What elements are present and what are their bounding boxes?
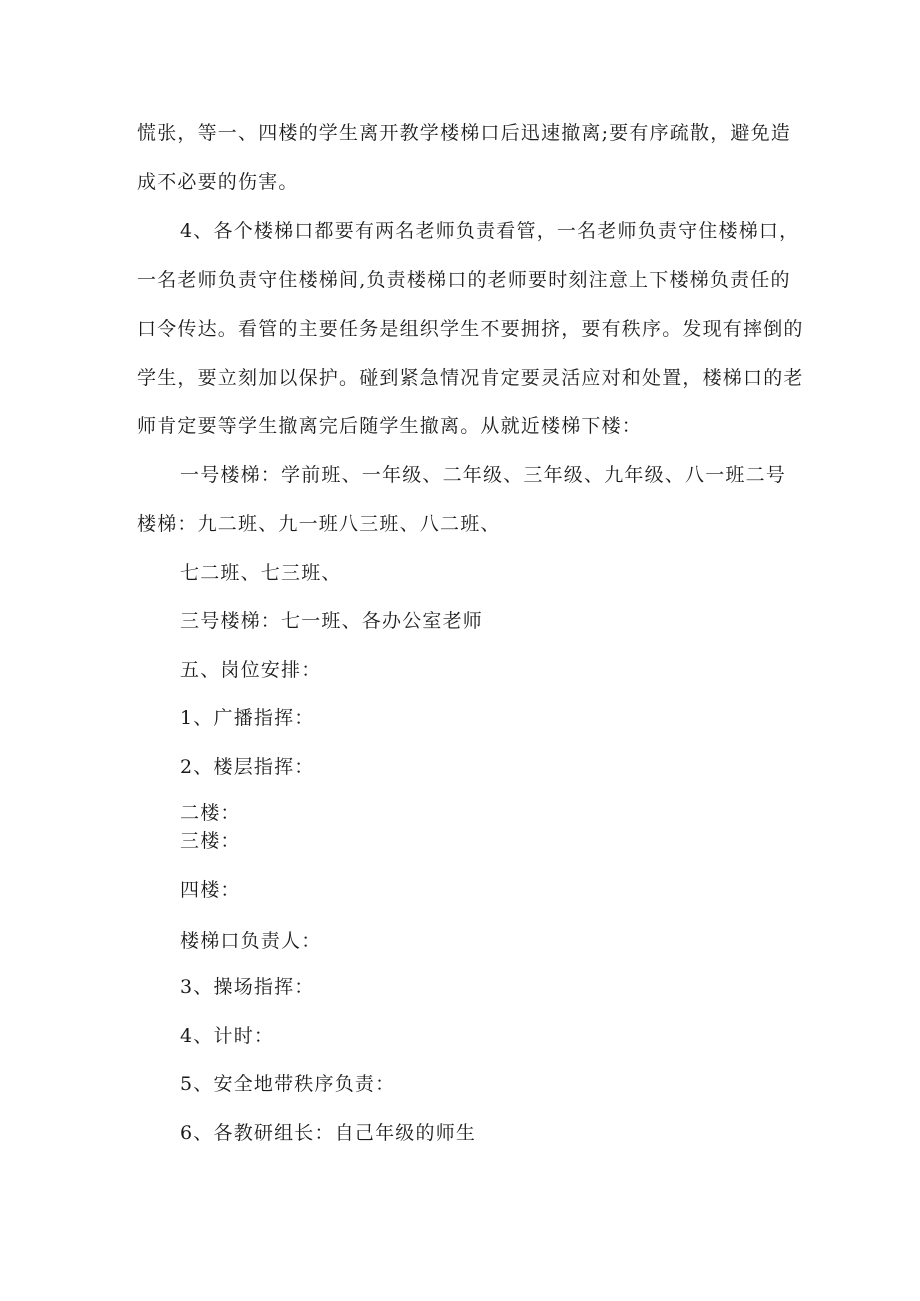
list-item: 四楼： (180, 879, 241, 901)
section-title: 五、岗位安排： (180, 659, 322, 681)
list-item: 6、各教研组长：自己年级的师生 (180, 1122, 477, 1144)
list-item: 2、楼层指挥： (180, 756, 315, 778)
paragraph-line: 学生，要立刻加以保护。碰到紧急情况肯定要灵活应对和处置，楼梯口的老 (137, 367, 804, 389)
paragraph-line: 慌张，等一、四楼的学生离开教学楼梯口后迅速撤离;要有序疏散，避免造 (137, 122, 792, 144)
paragraph-line: 师肯定要等学生撤离完后随学生撤离。从就近楼梯下楼： (137, 415, 643, 437)
list-item: 5、安全地带秩序负责： (180, 1073, 396, 1095)
stairs-line: 七二班、七三班、 (180, 562, 342, 584)
list-item: 二楼： (180, 802, 241, 824)
paragraph-line: 一名老师负责守住楼梯间,负责楼梯口的老师要时刻注意上下楼梯负责任的 (137, 269, 791, 291)
list-item: 1、广播指挥： (180, 707, 315, 729)
stairs-line: 楼梯：九二班、九一班八三班、八二班、 (137, 513, 501, 535)
stairs-line: 三号楼梯：七一班、各办公室老师 (180, 610, 484, 632)
list-item: 楼梯口负责人： (180, 930, 322, 952)
paragraph-line: 成不必要的伤害。 (137, 171, 299, 193)
list-item: 三楼： (180, 830, 241, 852)
stairs-line: 一号楼梯：学前班、一年级、二年级、三年级、九年级、八一班二号 (180, 464, 787, 486)
paragraph-line: 口令传达。看管的主要任务是组织学生不要拥挤，要有秩序。发现有摔倒的 (137, 318, 804, 340)
list-item: 3、操场指挥： (180, 976, 315, 998)
list-item: 4、计时： (180, 1025, 275, 1047)
paragraph-line: 4、各个楼梯口都要有两名老师负责看管，一名老师负责守住楼梯口， (180, 220, 800, 242)
